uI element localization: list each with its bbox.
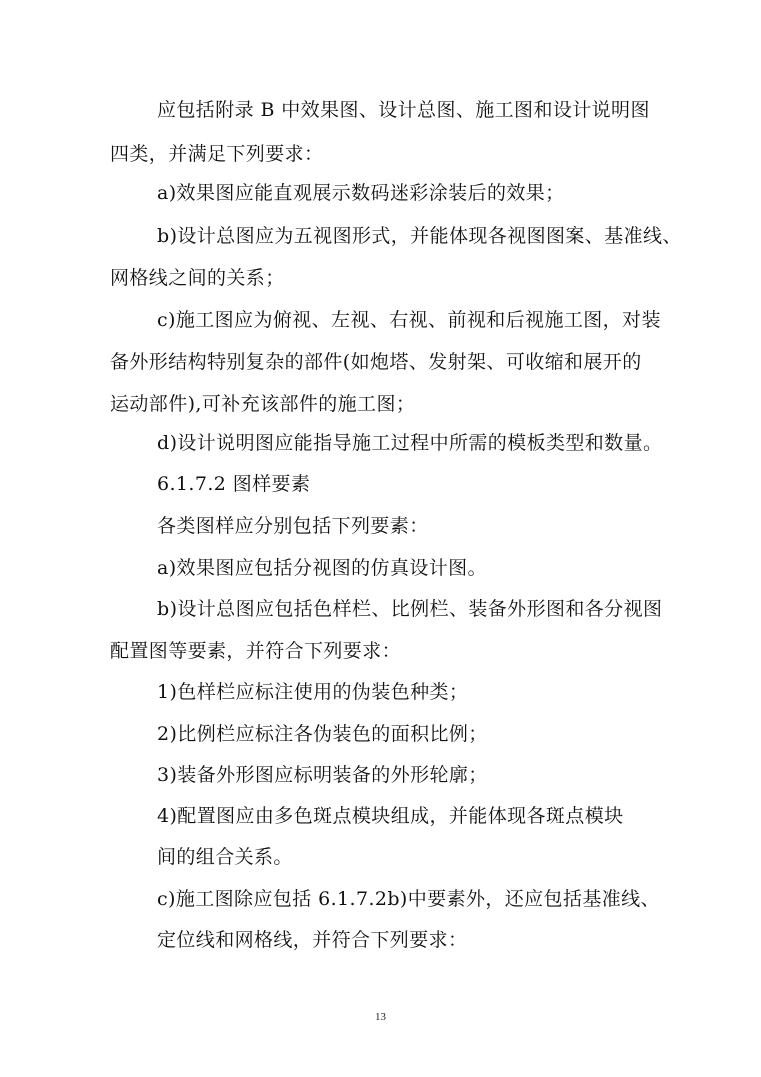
text-line-11: 各类图样应分别包括下列要素： xyxy=(157,515,429,537)
text-line-6: c)施工图应为俯视、左视、右视、前视和后视施工图，对装 xyxy=(157,309,661,331)
text-line-5: 网格线之间的关系； xyxy=(110,267,285,289)
text-line-2: 四类，并满足下列要求： xyxy=(110,143,324,165)
text-line-4: b)设计总图应为五视图形式，并能体现各视图图案、基准线、 xyxy=(157,225,682,247)
text-line-20: c)施工图除应包括 6.1.7.2b)中要素外，还应包括基准线、 xyxy=(157,888,660,910)
text-line-13: b)设计总图应包括色样栏、比例栏、装备外形图和各分视图 xyxy=(157,598,663,620)
page-number: 13 xyxy=(375,1011,386,1023)
section-heading: 6.1.7.2 图样要素 xyxy=(157,473,311,495)
text-line-12: a)效果图应包括分视图的仿真设计图。 xyxy=(157,557,487,579)
text-line-19: 间的组合关系。 xyxy=(157,846,293,868)
text-line-1: 应包括附录 B 中效果图、设计总图、施工图和设计说明图 xyxy=(157,99,650,121)
text-line-7: 备外形结构特别复杂的部件(如炮塔、发射架、可收缩和展开的 xyxy=(110,351,642,373)
text-line-9: d)设计说明图应能指导施工过程中所需的模板类型和数量。 xyxy=(157,432,663,454)
text-line-8: 运动部件),可补充该部件的施工图； xyxy=(110,393,416,415)
text-line-21: 定位线和网格线，并符合下列要求： xyxy=(157,929,468,951)
text-line-16: 2)比例栏应标注各伪装色的面积比例； xyxy=(157,723,488,745)
text-line-14: 配置图等要素，并符合下列要求： xyxy=(110,640,402,662)
text-line-17: 3)装备外形图应标明装备的外形轮廓； xyxy=(157,764,488,786)
text-line-3: a)效果图应能直观展示数码迷彩涂装后的效果； xyxy=(157,182,565,204)
text-line-18: 4)配置图应由多色斑点模块组成，并能体现各斑点模块 xyxy=(157,805,624,827)
text-line-15: 1)色样栏应标注使用的伪装色种类； xyxy=(157,681,469,703)
